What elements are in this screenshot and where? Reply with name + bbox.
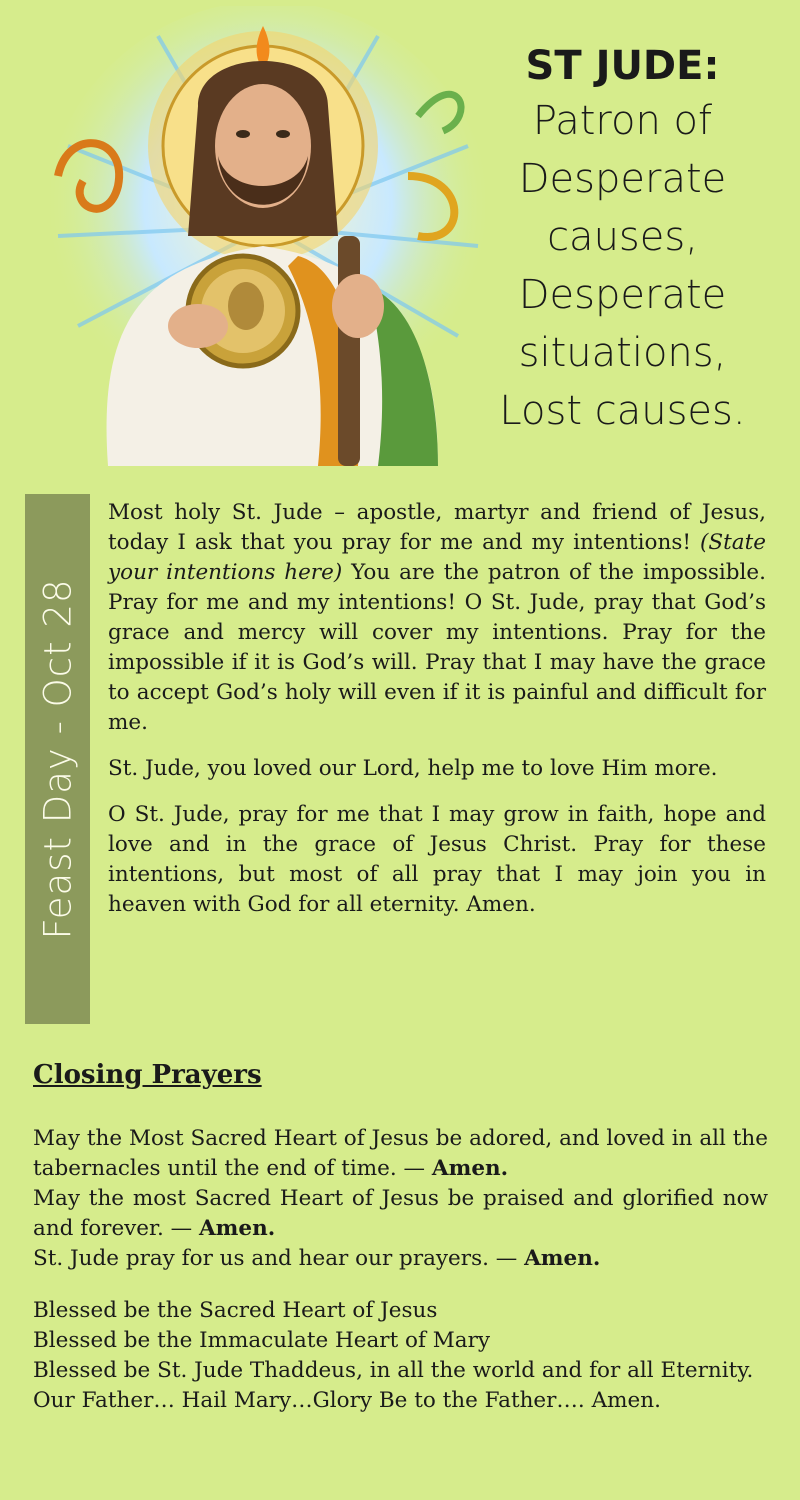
closing-prayers <box>33 1124 768 1416</box>
prayer-paragraph <box>108 498 766 738</box>
title-line: Patron of <box>532 98 713 144</box>
closing-text: May the most Sacred Heart of Jesus be praised and glorified now and forever. — <box>33 1186 768 1241</box>
prayer-text <box>108 498 766 936</box>
title-line: Desperate <box>518 272 727 318</box>
blessing-line: Blessed be the Immaculate Heart of Mary <box>33 1328 491 1353</box>
st-jude-illustration <box>38 6 488 468</box>
title-block <box>495 40 750 440</box>
blessing-line: Blessed be the Sacred Heart of Jesus <box>33 1298 438 1323</box>
feast-day-label: Feast Day - Oct 28 <box>36 578 79 940</box>
closing-text: May the Most Sacred Heart of Jesus be adored, and loved in all the tabernacles until the end of time. — <box>33 1126 768 1181</box>
title-line: causes, <box>547 214 698 260</box>
blessing-line: Our Father… Hail Mary…Glory Be to the Father…. Amen. <box>33 1388 661 1413</box>
spacer <box>33 1274 768 1296</box>
page-title: ST JUDE: <box>525 43 720 89</box>
feast-day-bar <box>25 494 90 1024</box>
title-line: Lost causes. <box>499 388 746 434</box>
amen: Amen. <box>198 1216 276 1241</box>
prayer-text-part: Most holy St. Jude – apostle, martyr and friend of Jesus, today I ask that you pray for me and my intentions! <box>108 500 766 555</box>
title-line: situations, <box>518 330 727 376</box>
closing-prayers-heading: Closing Prayers <box>33 1060 262 1090</box>
prayer-paragraph: St. Jude, you loved our Lord, help me to love Him more. <box>108 756 718 781</box>
prayer-text-part: You are the patron of the impossible. Pray for me and my intentions! O St. Jude, pray that God’s grace and mercy will cover my intentions. Pray for the impossible if it is God’s will. Pray that I may have the grace to accept God’s holy will even if it is painful and difficult for me. <box>108 560 766 735</box>
blessing-line: Blessed be St. Jude Thaddeus, in all the world and for all Eternity. <box>33 1358 754 1383</box>
closing-text: St. Jude pray for us and hear our prayers. — <box>33 1246 525 1271</box>
amen: Amen. <box>431 1156 509 1181</box>
closing-line <box>33 1244 768 1274</box>
closing-line <box>33 1124 768 1184</box>
amen: Amen. <box>524 1246 601 1271</box>
prayer-instruction: (State your intentions here) <box>108 530 766 585</box>
title-line: Desperate <box>518 156 727 202</box>
closing-line <box>33 1184 768 1244</box>
prayer-paragraph: O St. Jude, pray for me that I may grow in faith, hope and love and in the grace of Jesus Christ. Pray for these intentions, but most of all pray that I may join you in heaven with God for all eternity. Amen. <box>108 802 766 917</box>
